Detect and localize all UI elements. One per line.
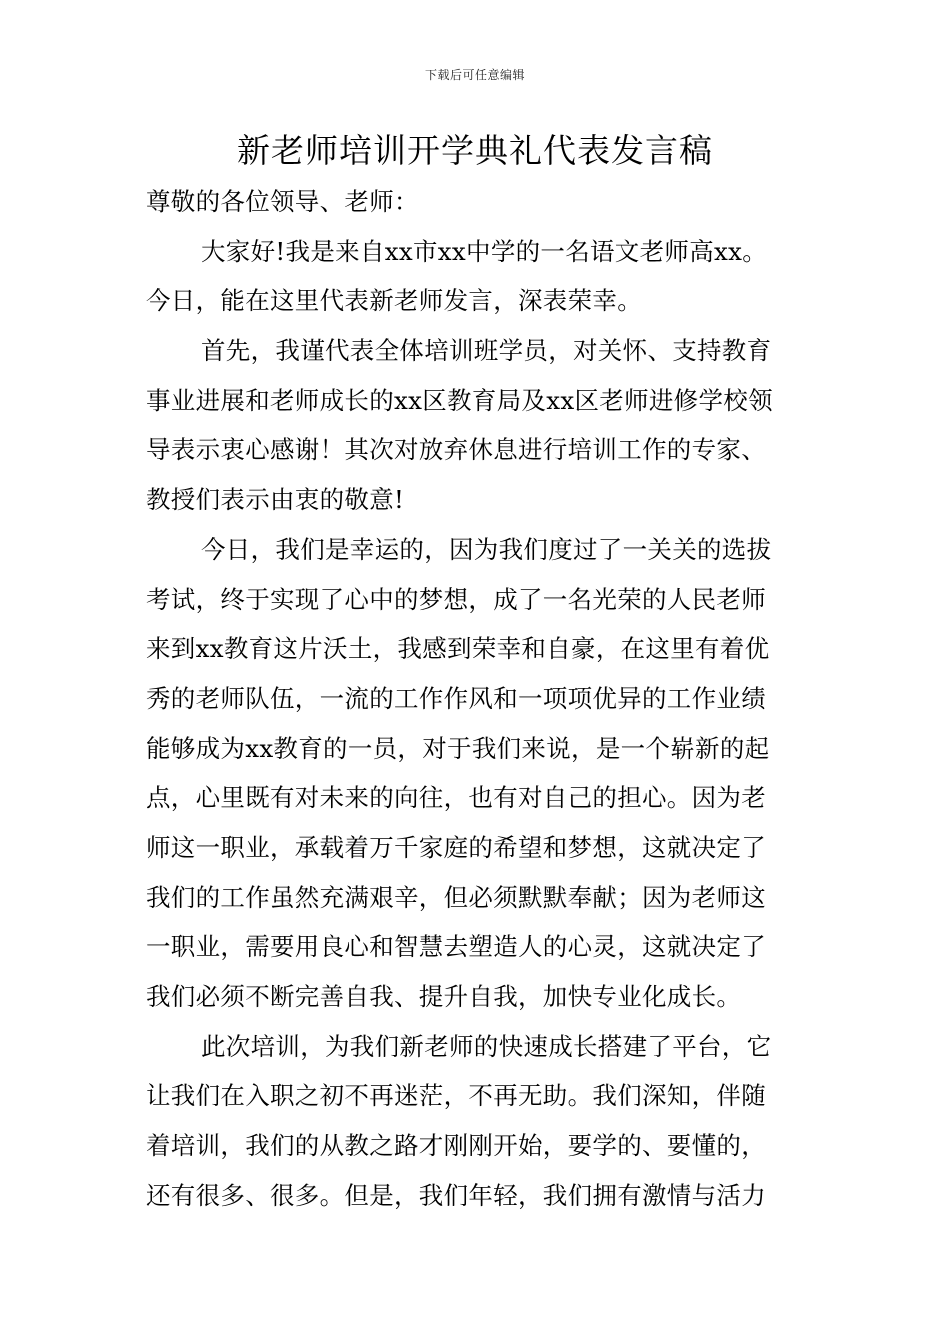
text-line: 师这一职业，承载着万千家庭的希望和梦想，这就决定了 — [146, 832, 766, 862]
text-line: 还有很多、很多。但是，我们年轻，我们拥有激情与活力 — [146, 1180, 766, 1210]
text-line: 今日，能在这里代表新老师发言，深表荣幸。 — [146, 286, 642, 316]
text-line: 秀的老师队伍，一流的工作作风和一项项优异的工作业绩 — [146, 683, 766, 713]
text-line: 让我们在入职之初不再迷茫，不再无助。我们深知，伴随 — [146, 1081, 766, 1111]
text-line: 一职业，需要用良心和智慧去塑造人的心灵，这就决定了 — [146, 932, 766, 962]
text-line: 我们必须不断完善自我、提升自我，加快专业化成长。 — [146, 982, 742, 1011]
text-line: 事业进展和老师成长的xx区教育局及xx区老师进修学校领 — [146, 385, 773, 415]
document-title: 新老师培训开学典礼代表发言稿 — [237, 131, 713, 170]
text-line: 首先，我谨代表全体培训班学员，对关怀、支持教育 — [201, 336, 772, 366]
text-line: 此次培训，为我们新老师的快速成长搭建了平台，它 — [201, 1031, 772, 1061]
text-line: 我们的工作虽然充满艰辛，但必须默默奉献；因为老师这 — [146, 882, 766, 912]
text-line: 今日，我们是幸运的，因为我们度过了一关关的选拔 — [201, 534, 772, 564]
text-line: 大家好!我是来自xx市xx中学的一名语文老师高xx。 — [201, 236, 768, 266]
text-line: 教授们表示由衷的敬意! — [146, 485, 405, 515]
text-line: 能够成为xx教育的一员，对于我们来说，是一个崭新的起 — [146, 733, 770, 763]
text-line: 尊敬的各位领导、老师： — [146, 187, 419, 216]
document-body — [146, 177, 810, 1220]
text-line: 来到xx教育这片沃土，我感到荣幸和自豪，在这里有着优 — [146, 634, 770, 664]
header-note: 下载后可任意编辑 — [424, 68, 525, 82]
text-line: 考试，终于实现了心中的梦想，成了一名光荣的人民老师 — [146, 584, 766, 614]
text-line: 导表示衷心感谢！其次对放弃休息进行培训工作的专家、 — [146, 435, 766, 465]
text-line: 着培训，我们的从教之路才刚刚开始，要学的、要懂的， — [146, 1131, 766, 1161]
text-line: 点，心里既有对未来的向往，也有对自己的担心。因为老 — [146, 783, 766, 813]
